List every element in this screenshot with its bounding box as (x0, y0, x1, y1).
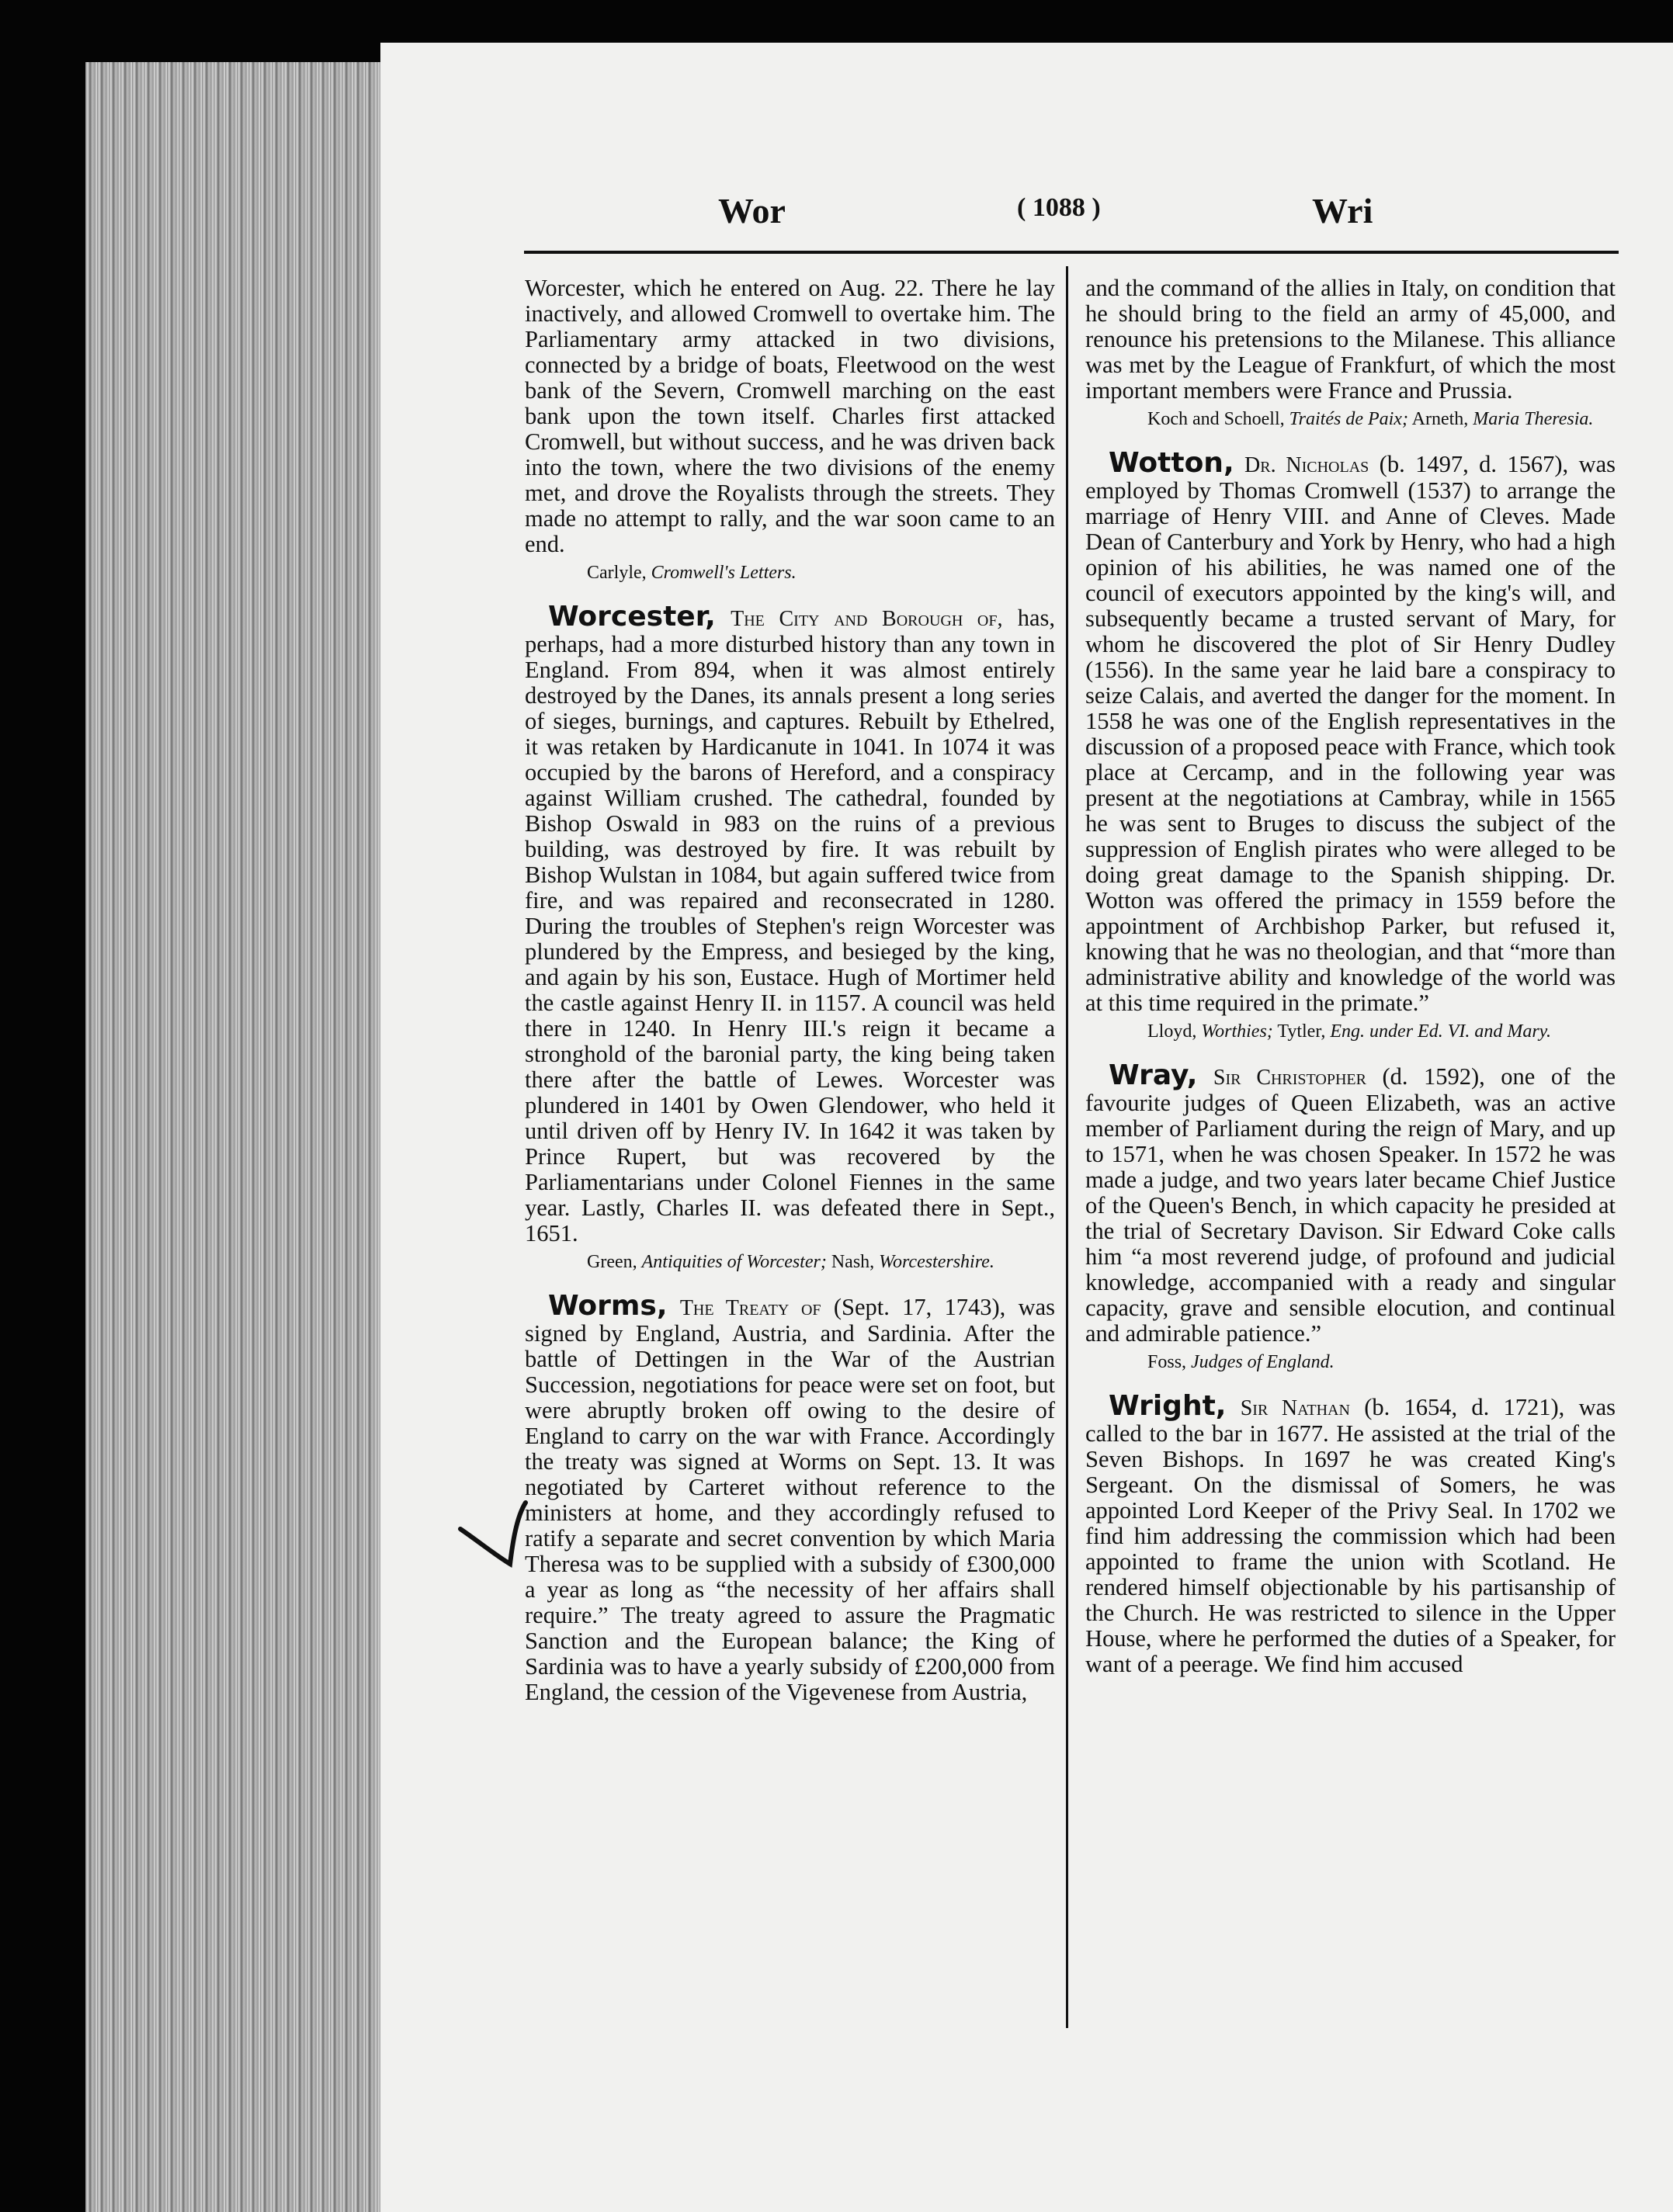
entry-headword: Wright, (1109, 1390, 1227, 1422)
entry-wray (1085, 1059, 1616, 1347)
entry-headword: Worcester, (548, 601, 716, 633)
handwritten-check-mark-icon (454, 1498, 532, 1568)
entry-source (525, 1251, 1055, 1273)
entry-worcester (525, 601, 1056, 1246)
entry-text: (Sept. 17, 1743), was signed by England, Austria, and Sardinia. After the battle of Dettingen in the War of the Austrian Succession, negotiations for peace were set on foot, but were abruptly broken off owing to the desire of England to carry on the war with France. Accordingly the treaty was signed at Worms on Sept. 13. It was negotiated by Carteret without reference to the ministers at home, and they accordingly refused to ratify a separate and secret convention by which Maria Theresa was to be supplied with a subsidy of £300,000 a year as long as “the necessity of her affairs shall require.” The treaty agreed to assure the Pragmatic Sanction and the European balance; the King of Sardinia was to have a yearly subsidy of £200,000 from England, the cession of the Vigevenese from Austria, (525, 1294, 1056, 1705)
source-title: Maria Theresia. (1473, 409, 1594, 429)
source-title: Eng. under Ed. VI. and Mary. (1330, 1021, 1551, 1042)
entry-headword: Wray, (1109, 1059, 1198, 1091)
right-column (1085, 276, 1616, 1677)
source-title: Worcestershire. (879, 1252, 994, 1272)
entry-text: has, perhaps, had a more disturbed history than any town in England. From 894, when it was almost entirely destroyed by the Danes, its annals present a long series of sieges, burnings, and captures. Rebuilt by Ethelred, it was retaken by Hardicanute in 1041. In 1074 it was occupied by the barons of Hereford, and a conspiracy against William crushed. The cathedral, founded by Bishop Oswald in 983 on the ruins of a previous building, was destroyed by fire. It was rebuilt by Bishop Wulstan in 1084, but again suffered twice from fire, and was repaired and reconsecrated in 1280. During the troubles of Stephen's reign Worcester was plundered by the Empress, and besieged by the king, and again by his son, Eustace. Hugh of Mortimer held the castle against Henry II. in 1157. A council was held there in 1240. In Henry III.'s reign it became a stronghold of the baronial party, the king being taken there after the battle of Lewes. Worcester was plundered in 1401 by Owen Glendower, who held it until driven off by Henry IV. In 1642 it was taken by Prince Rupert, but was recovered by the Parliamentarians under Colonel Fiennes in the same year. Lastly, Charles II. was defeated there in Sept., 1651. (525, 605, 1056, 1246)
source-author: Nash, (831, 1252, 875, 1272)
entry-worms (525, 1290, 1056, 1705)
source-author: Arneth, (1411, 409, 1469, 429)
entry-subtitle: Sir Christopher (1213, 1066, 1366, 1090)
source-title: Cromwell's Letters. (651, 563, 797, 583)
left-column (525, 276, 1055, 1705)
source-author: Green, (587, 1252, 637, 1272)
source-author: Foss, (1147, 1352, 1187, 1372)
source-title: Judges of England. (1191, 1352, 1335, 1372)
entry-source (1085, 1021, 1616, 1042)
entry-subtitle: Dr. Nicholas (1244, 453, 1369, 477)
entry-source (1085, 408, 1616, 430)
book-page (380, 43, 1673, 2212)
page-header (380, 182, 1673, 244)
entry-text: (b. 1497, d. 1567), was employed by Thomas Cromwell (1537) to arrange the marriage of Henry VIII. and Anne of Cleves. Made Dean of Canterbury and York by Henry, who had a high opinion of his abilities, he was named one of the council of executors appointed by the king's will, and subsequently became a trusted servant of Mary, for whom he discovered the plot of Sir Henry Dudley (1556). In the same year he laid bare a conspiracy to seize Calais, and averted the danger for the moment. In 1558 he was one of the English representatives in the discussion of a proposed peace with France, which took place at Cercamp, and in the following year was present at the negotiations at Cambray, while in 1565 he was sent to Bruges to discuss the subject of the suppression of English pirates who were alleged to be doing great damage to the Spanish shipping. Dr. Wotton was offered the primacy in 1559 before the appointment of Archbishop Parker, but refused it, knowing that he was no theologian, and that “more than administrative ability and knowledge of the world was at this time required in the primate.” (1085, 451, 1616, 1016)
entry-wright (1085, 1390, 1616, 1677)
source-author: Tytler, (1277, 1021, 1326, 1042)
source-author: Carlyle, (587, 563, 647, 583)
source-title: Worthies; (1201, 1021, 1273, 1042)
entry-text: (b. 1654, d. 1721), was called to the bar in 1677. He assisted at the trial of the Seven Bishops. In 1697 he was created King's Sergeant. On the dismissal of Somers, he was appointed Lord Keeper of the Privy Seal. In 1702 we find him addressing the commission which had been appointed to frame the union with Scotland. He rendered himself objectionable by his partisanship of the Church. He was restricted to silence in the Upper House, where he performed the duties of a Speaker, for want of a peerage. We find him accused (1085, 1394, 1616, 1677)
continued-entry-text: and the command of the allies in Italy, on condition that he should bring to the field an army of 45,000, and renounce his pretensions to the Milanese. This alliance was met by the League of Frankfurt, of which the most important members were France and Prussia. (1085, 275, 1616, 404)
source-author: Lloyd, (1147, 1021, 1197, 1042)
entry-wotton (1085, 447, 1616, 1016)
continued-entry-text: Worcester, which he entered on Aug. 22. There he lay inactively, and allowed Cromwell to overtake him. The Parliamentary army attacked in two divisions, connected by a bridge of boats, Fleetwood on the west bank of the Severn, Cromwell marching on the east bank upon the town itself. Charles first attacked Cromwell, but without success, and he was driven back into the town, where the two divisions of the enemy met, and drove the Royalists through the streets. They made no attempt to rally, and the war soon came to an end. (525, 275, 1055, 557)
entry-headword: Wotton, (1109, 447, 1234, 479)
source-title: Antiquities of Worcester; (641, 1252, 827, 1272)
entry-text: (d. 1592), one of the favourite judges of Queen Elizabeth, was an active member of Parliament during the reign of Mary, and up to 1571, when he was chosen Speaker. In 1572 he was made a judge, and two years later became Chief Justice of the Queen's Bench, in which capacity he presided at the trial of Secretary Davison. Sir Edward Coke calls him “a most reverend judge, of profound and judicial knowledge, accompanied with a ready and singular capacity, grave and sensible elocution, and continual and admirable patience.” (1085, 1063, 1616, 1347)
source-title: Traités de Paix; (1289, 409, 1408, 429)
entry-subtitle: Sir Nathan (1240, 1396, 1350, 1420)
column-divider (1066, 266, 1068, 2028)
source-author: Koch and Schoell, (1147, 409, 1285, 429)
entry-source (525, 562, 1055, 584)
header-guide-word-left: Wor (718, 191, 786, 231)
entry-source (1085, 1351, 1616, 1373)
header-guide-word-right: Wri (1312, 191, 1373, 231)
book-spine-edge (85, 62, 380, 2212)
entry-headword: Worms, (548, 1290, 668, 1322)
header-rule (524, 251, 1619, 254)
page-number: ( 1088 ) (1017, 193, 1101, 222)
entry-subtitle: The Treaty of (679, 1296, 821, 1320)
entry-subtitle: The City and Borough of, (731, 607, 1003, 631)
